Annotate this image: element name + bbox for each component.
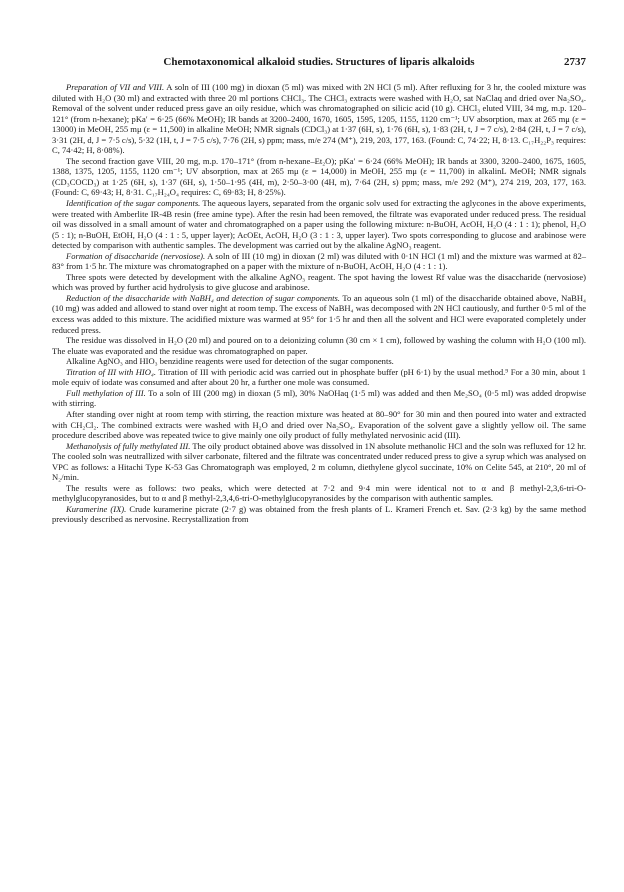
paragraph-text: Titration of III with periodic acid was carried out in phosphate buffer (pH 6·1) by the usual method.⁹ For a 30 min, about 1 mole equiv of iodate was consumed and after about 20 hr, a further one mole was consumed. <box>52 366 586 388</box>
article-body <box>52 82 586 525</box>
paragraph <box>52 251 586 272</box>
paragraph <box>52 198 586 251</box>
paragraph-lead: Reduction of the disaccharide with NaBH₄ and detection of sugar components. <box>66 292 340 303</box>
page-number: 2737 <box>564 56 586 68</box>
paragraph <box>52 356 586 367</box>
paragraph-text: Three spots were detected by development with the alkaline AgNO₃ reagent. The spot having the lowest Rf value was the disaccharide (nervosiose) which was proved by further acid hydrolysis to give glucose and arabinose. <box>52 271 586 293</box>
paragraph-lead: Kuramerine (IX). <box>66 503 127 514</box>
paragraph-text: A soln of III (10 mg) in dioxan (2 ml) was diluted with 0·1N HCl (1 ml) and the mixture was warmed at 82–83° from 1·5 hr. The mixture was chromatographed on a paper with the mixture of n-BuOH, AcOH, H₂O (4 : 1 : 1). <box>52 250 586 272</box>
paragraph <box>52 483 586 504</box>
paragraph <box>52 388 586 409</box>
paragraph <box>52 293 586 335</box>
paragraph-lead: Identification of the sugar components. <box>66 198 201 209</box>
paragraph-text: The aqueous layers, separated from the organic solv used for extracting the aglycones in the above experiments, were treated with Amberlite IR-4B resin (free amine type). After the resin had been removed, the filtrate was evaporated under reduced press. The residual oil was dissolved in a small amount of water and chromatographed on a paper using the following mixture: n-BuOH, AcOH, H₂O (4 : 1 : 1); phenol, H₂O (5 : 1); n-BuOH, EtOH, H₂O (4 : 1 : 5, upper layer); AcOEt, AcOH, H₂O (3 : 1 : 3, upper layer). Two spots corresponding to glucose and arabinose were detected by comparison with authentic samples. The development was carried out by the alkaline AgNO₃ reagent. <box>52 198 586 251</box>
paragraph-text: The oily product obtained above was dissolved in 1N absolute methanolic HCl and the soln was refluxed for 12 hr. The cooled soln was neutrallized with silver carbonate, filtered and the filtrate was concentrated under reduced press to give a syrup which was analysed on VPC as follows: a Hitachi Type K-53 Gas Chromatograph was employed, 2 m column, diethylene glycol succinate, 10% on Celite 545, at 210°, 20 ml of N₂/min. <box>52 440 586 483</box>
running-title: Chemotaxonomical alkaloid studies. Structures of liparis alkaloids <box>163 56 475 68</box>
paragraph-text: A soln of III (100 mg) in dioxan (5 ml) was mixed with 2N HCl (5 ml). After refluxing for 3 hr, the cooled mixture was diluted with H₂O (30 ml) and extracted with three 20 ml portions CHCl₃. The CHCl₃ extracts were washed with H₂O, sat NaClaq and dried over Na₂SO₄. Removal of the solvent under reduced press gave an oily residue, which was chromatographed on silicic acid (10 g). CHCl₃ eluted VIII, 34 mg, m.p. 120–121° (from n-hexane); pKa′ = 6·25 (66% MeOH); IR bands at 3200–2400, 1670, 1605, 1595, 1205, 1155, 1120 cm⁻¹; UV absorption, max at 265 mμ (ε = 13000) in MeOH, 255 mμ (ε = 11,500) in alkaline MeOH; NMR signals (CDCl₃) at 1·37 (6H, s), 1·76 (6H, s), 1·83 (2H, t, J = 7 c/s), 2·84 (2H, t, J = 7 c/s), 3·31 (2H, d, J = 7·5 c/s), 5·32 (1H, t, J = 7·5 c/s), 7·76 (2H, s) ppm; mass, m/e 274 (M⁺), 219, 203, 177, 163. (Found: C, 74·22; H, 8·13. C₁₇H₂₂P₃ requires: C, 74·42; H, 8·08%). <box>52 82 586 156</box>
running-header <box>52 56 586 69</box>
paragraph <box>52 441 586 483</box>
paragraph <box>52 409 586 441</box>
paragraph-lead: Titration of III with HIO₄. <box>66 366 157 377</box>
paragraph <box>52 156 586 198</box>
paragraph-lead: Formation of disaccharide (nervosiose). <box>66 250 206 261</box>
paragraph-text: After standing over night at room temp with stirring, the reaction mixture was heated at 80–90° for 30 min and then poured into water and extracted with CH₂Cl₂. The combined extracts were washed with H₂O and dried over Na₂SO₄. Evaporation of the solvent gave a slightly yellow oil. The same procedure described above was repeated twice to give mainly one oily product of fully methylated nervosinic acid (III). <box>52 408 586 441</box>
paragraph-lead: Full methylation of III. <box>66 387 146 398</box>
paragraph-text: To a soln of III (200 mg) in dioxan (5 ml), 30% NaOHaq (1·5 ml) was added and then Me₂SO₄ (0·5 ml) was added dropwise with stirring. <box>52 387 586 409</box>
paragraph-lead: Methanolysis of fully methylated III. <box>66 440 191 451</box>
paragraph-text: The residue was dissolved in H₂O (20 ml) and poured on to a deionizing column (30 cm × 1 cm), followed by washing the column with H₂O (100 ml). The eluate was evaporated and the residue was chromatographed on paper. <box>52 335 586 356</box>
paragraph <box>52 504 586 525</box>
paragraph-text: To an aqueous soln (1 ml) of the disaccharide obtained above, NaBH₄ (10 mg) was added and allowed to stand over night at room temp. The excess of NaBH₄ was decomposed with 2N HCl cautiously, and further 0·5 ml of the excess was added to this mixture. The acidified mixture was warmed at 95° for 1·5 hr and then all the solvent and HCl were evaporated completely under reduced press. <box>52 292 586 335</box>
paragraph-text: The results were as follows: two peaks, which were detected at 7·2 and 9·4 min were identical not to α and β methyl-2,3,6-tri-O-methylglucopyranosides, but to α and β methyl-2,3,4,6-tri-O-methylglucopyranosides by the comparison with authentic samples. <box>52 482 586 504</box>
paragraph-text: Alkaline AgNO₃ and HIO₃ benzidine reagents were used for detection of the sugar components. <box>66 356 394 367</box>
paragraph-lead: Preparation of VII and VIII. <box>66 82 165 92</box>
paragraph <box>52 367 586 388</box>
paragraph <box>52 82 586 156</box>
paragraph <box>52 335 586 356</box>
paragraph <box>52 272 586 293</box>
paragraph-text: Crude kuramerine picrate (2·7 g) was obtained from the fresh plants of L. Krameri French et. Sav. (2·3 kg) by the same method previously described as nervosine. Recrystallization from <box>52 503 587 525</box>
paragraph-text: The second fraction gave VIII, 20 mg, m.p. 170–171° (from n-hexane–Et₂O); pKa′ = 6·24 (66% MeOH); IR bands at 3300, 3200–2400, 1675, 1605, 1388, 1375, 1205, 1155, 1120 cm⁻¹; UV absorption, max at 265 mμ (ε = 14,000) in MeOH, 255 mμ (ε = 11,700) in alkalinL MeOH; NMR signals (CD₃COCD₃) at 1·25 (6H, s), 1·37 (6H, s), 1·50–1·95 (4H, m), 2·50–3·00 (4H, m), 7·64 (2H, s) ppm; mass, m/e 292 (M⁺), 274 219, 203, 177, 163. (Found: C, 69·43; H, 8·31. C₁₇H₂₄O₄ requires: C, 69·83; H, 8·25%). <box>52 155 586 198</box>
